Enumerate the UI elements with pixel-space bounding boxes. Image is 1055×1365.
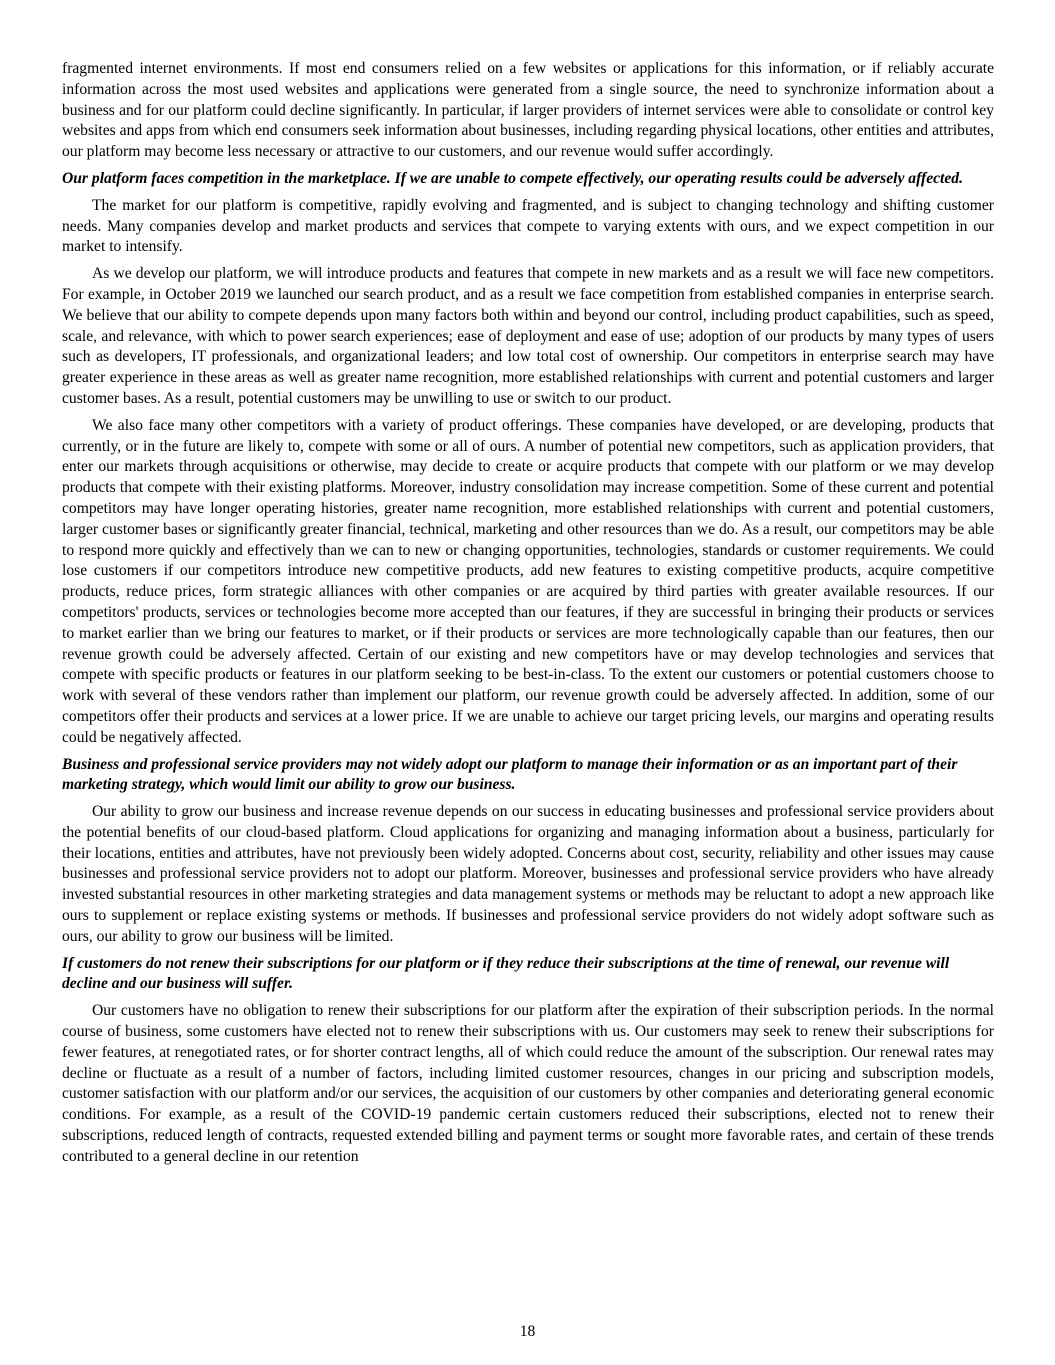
section-heading-competition: Our platform faces competition in the marketplace. If we are unable to compete effectively, our operating results could be adversely affected.: [62, 169, 963, 187]
paragraph-other-competitors: We also face many other competitors with a variety of product offerings. These companies have developed, or are developing, products that currently, or in the future are likely to, compete with some or all of ours. A number of potential new competitors, such as application providers, that enter our markets through acquisitions or otherwise, may decide to create or acquire products that compete with our platform or we may develop products that compete with their existing platforms. Moreover, industry consolidation may increase competition. Some of these current and potential competitors may have longer operating histories, greater name recognition, more established relationships with current and potential customers, larger customer bases or significantly greater financial, technical, marketing and other resources than we do. As a result, our competitors may be able to respond more quickly and effectively than we can to new or changing opportunities, technologies, standards or customer requirements. We could lose customers if our competitors introduce new competitive products, add new features to existing competitive products, acquire competitive products, reduce prices, form strategic alliances with other companies or are acquired by third parties with greater available resources. If our competitors' products, services or technologies become more accepted than our features, if they are successful in bringing their products or services to market earlier than we bring our features to market, or if their products or services are more technologically capable than our features, then our revenue growth could be adversely affected. Certain of our existing and new competitors have or may develop technologies and services that compete with specific products or features in our platform seeking to be best-in-class. To the extent our customers or potential customers choose to work with several of these vendors rather than implement our platform, our revenue growth could be adversely affected. In addition, some of our competitors offer their products and services at a lower price. If we are unable to achieve our target pricing levels, our margins and operating results could be negatively affected.: [62, 416, 994, 746]
section-heading-renewals: If customers do not renew their subscriptions for our platform or if they reduce their subscriptions at the time of renewal, our revenue will decline and our business will suffer.: [62, 954, 950, 993]
paragraph-market: The market for our platform is competitive, rapidly evolving and fragmented, and is subject to changing technology and shifting customer needs. Many companies develop and market products and services that compete to varying extents with ours, and we expect competition in our market to intensify.: [62, 196, 994, 256]
section-heading-adoption: Business and professional service providers may not widely adopt our platform to manage their information or as an important part of their marketing strategy, which would limit our ability to grow our business.: [62, 755, 958, 794]
paragraph-continuation: fragmented internet environments. If most end consumers relied on a few websites or applications for this information, or if reliably accurate information across the most used websites and applications were generated from a single source, the need to synchronize information about a business and for our platform could decline significantly. In particular, if larger providers of internet services were able to consolidate or control key websites and apps from which end consumers seek information about businesses, including regarding physical locations, other entities and attributes, our platform may become less necessary or attractive to our customers, and our revenue would suffer accordingly.: [62, 60, 994, 161]
paragraph-new-competitors: As we develop our platform, we will introduce products and features that compete in new markets and as a result we will face new competitors. For example, in October 2019 we launched our search product, and as a result we face competition from established companies in enterprise search. We believe that our ability to compete depends upon many factors both within and beyond our control, including product capabilities, such as speed, scale, and relevance, with which to power search experiences; ease of deployment and ease of use; adoption of our products by many types of users such as developers, IT professionals, and organizational leaders; and low total cost of ownership. Our competitors in enterprise search may have greater experience in these areas as well as greater name recognition, more established relationships with current and potential customers and larger customer bases. As a result, potential customers may be unwilling to use or switch to our product.: [62, 265, 994, 407]
paragraph-renewals: Our customers have no obligation to renew their subscriptions for our platform after the expiration of their subscription periods. In the normal course of business, some customers have elected not to renew their subscriptions with us. Our customers may seek to renew their subscriptions for fewer features, at renegotiated rates, or for shorter contract lengths, all of which could reduce the amount of the subscription. Our renewal rates may decline or fluctuate as a result of a number of factors, including limited customer resources, changes in our pricing and subscription models, customer satisfaction with our platform and/or our services, the acquisition of our customers by other companies and deteriorating general economic conditions. For example, as a result of the COVID-19 pandemic certain customers reduced their subscriptions, elected not to renew their subscriptions, reduced length of contracts, requested extended billing and payment terms or sought more favorable rates, and certain of these trends contributed to a general decline in our retention: [62, 1002, 994, 1165]
page-number: 18: [519, 1323, 536, 1340]
document-page: [62, 59, 994, 1174]
paragraph-adoption: Our ability to grow our business and increase revenue depends on our success in educating businesses and professional service providers about the potential benefits of our cloud-based platform. Cloud applications for organizing and managing information about a business, particularly for their locations, entities and attributes, have not previously been widely adopted. Concerns about cost, security, reliability and other issues may cause businesses and professional service providers not to adopt our platform. Moreover, businesses and professional service providers who have already invested substantial resources in other marketing strategies and data management systems or methods may be reluctant to adopt a new approach like ours to supplement or replace existing systems or methods. If businesses and professional service providers do not widely adopt software such as ours, our ability to grow our business will be limited.: [62, 803, 994, 945]
